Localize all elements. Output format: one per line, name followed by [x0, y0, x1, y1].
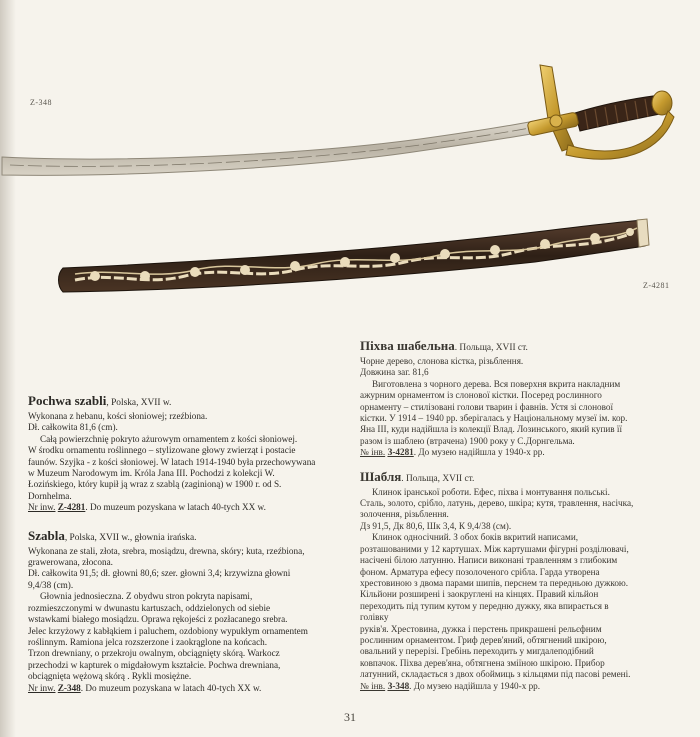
uk-saber-desc: переходить під тупим кутом у передню дужку, яка впирається в: [360, 600, 609, 611]
pl-scabbard-inv-number: Z-4281: [57, 502, 86, 513]
polish-column: [28, 393, 338, 694]
pl-scabbard-entry: [28, 393, 338, 514]
uk-saber-desc: хрестовиною з двома парами шипів, перснем та передньою дужкою.: [360, 577, 629, 588]
pl-saber-inventory: [28, 683, 338, 694]
uk-scabbard-desc: ажурним орнаментом із слонової кістки. Посеред рослинного: [360, 390, 602, 401]
pl-scabbard-desc: Łozińskiego, który kupił ją wraz z szablą (zaginioną) w 1900 r. od S.: [28, 479, 282, 490]
pl-saber-desc: Jelec krzyżowy z kabłąkiem i paluchem, ozdobiony wypukłym ornamentem: [28, 625, 308, 636]
uk-saber-desc: розташованими у 12 картушах. Між картушами фігурні розділювачі,: [360, 543, 629, 554]
pl-saber-inv-rest: . Do muzeum pozyskana w latach 40-tych XX w.: [80, 682, 262, 693]
pl-saber-desc: roślinnym. Ramiona jelca rozszerzone i zaokrąglone na końcach.: [28, 636, 268, 647]
uk-scabbard-desc: орнаменту – стилізовані голови тварин і фавнів. Устя зі слонової: [360, 401, 613, 412]
pl-saber-desc: rozmieszczonymi w dwunastu kartuszach, oddzielonych od siebie: [28, 602, 271, 613]
uk-saber-desc: рослинним орнаментом. Гриф дерев'яний, обтягнений шкірою,: [360, 634, 607, 645]
pl-saber-desc: Głownia jednosieczna. Z obydwu stron pokryta napisami,: [40, 591, 253, 602]
uk-scabbard-desc: Виготовлена з чорного дерева. Вся поверхня вкрита накладним: [372, 378, 621, 389]
saber-illustration: [0, 55, 700, 205]
pl-scabbard-desc: Całą powierzchnię pokryto ażurowym ornamentem z kości słoniowej.: [40, 433, 298, 444]
pl-scabbard-desc: w Muzeum Narodowym im. Króla Jana III. Pochodzi z kolekcji W.: [28, 468, 275, 479]
uk-scabbard-inventory: [360, 447, 678, 458]
uk-saber-inv-rest: . До музею надійшла у 1940-х рр.: [409, 680, 541, 691]
saber-label: Z-348: [30, 98, 53, 107]
pl-saber-desc: obciągnięta wężową skórą . Rykli mosiężne.: [28, 671, 192, 682]
pl-scabbard-desc: faunów. Szyjka - z kości słoniowej. W latach 1914-1940 była przechowywana: [28, 456, 316, 467]
pl-saber-inv-label: Nr inw.: [28, 682, 56, 693]
uk-saber-line: Клинок іранської роботи. Ефес, піхва і монтування польські.: [372, 486, 610, 497]
uk-scabbard-materials: Чорне дерево, слонова кістка, різьблення.: [360, 356, 524, 366]
uk-scabbard-inv-label: № інв.: [360, 447, 386, 458]
scabbard-illustration: [55, 210, 655, 300]
pl-saber-title-rest: , Polska, XVII w., głownia irańska.: [64, 532, 197, 543]
pl-saber-desc: wstawkami białego mosiądzu. Oprawa rękojeści z pozłacanego srebra.: [28, 614, 288, 625]
uk-saber-desc: голівку: [360, 612, 389, 623]
uk-scabbard-title: Піхва шабельна: [360, 338, 455, 353]
saber-crossguard: [540, 65, 574, 151]
uk-saber-desc: Клинок односічний. З обох боків вкритий написами,: [372, 532, 579, 543]
uk-saber-line: золочення, різьблення.: [360, 509, 449, 520]
pl-saber-title: Szabla: [28, 527, 65, 543]
scabbard-throat: [637, 219, 649, 247]
uk-saber-line: Дз 91,5, Дк 80,6, Шк 3,4, К 9,4/38 (см).: [360, 520, 512, 531]
uk-saber-line: Сталь, золото, срібло, латунь, дерево, шкіра; кутя, травлення, насічка,: [360, 498, 634, 509]
uk-saber-desc: ковпачок. Піхва дерев'яна, обтягнена зміїною шкірою. Прибор: [360, 657, 605, 668]
uk-scabbard-title-rest: . Польща, XVII ст.: [454, 343, 528, 353]
uk-scabbard-inv-number: З-4281: [387, 447, 414, 458]
ukrainian-column: [360, 338, 678, 692]
pl-saber-desc: przechodzi w kapturek o migdałowym kształcie. Pochwa drewniana,: [28, 659, 281, 670]
pl-saber-dims: Dł. całkowita 91,5; dł. głowni 80,6; szer. głowni 3,4; krzywizna głowni: [28, 568, 291, 579]
scabbard-label: Z-4281: [643, 281, 670, 290]
pl-scabbard-materials: Wykonana z hebanu, kości słoniowej; rzeźbiona.: [28, 411, 208, 421]
saber-grip: [575, 95, 665, 131]
uk-scabbard-inv-rest: . До музею надійшла у 1940-х рр.: [413, 447, 545, 458]
uk-saber-inventory: [360, 681, 678, 692]
uk-saber-title: Шабля: [360, 468, 402, 484]
uk-saber-desc: латунний, складається з двох обоймиць з кільцями під пасові ремені.: [360, 669, 631, 680]
uk-saber-desc: овальний у перерізі. Гребінь переходить у мигдалеподібний: [360, 646, 594, 657]
pl-saber-desc: Trzon drewniany, o przekroju owalnym, obciągnięty skórą. Warkocz: [28, 648, 280, 659]
pl-scabbard-inventory: [28, 502, 338, 513]
pl-saber-dims: 9,4/38 (cm).: [28, 579, 74, 590]
uk-saber-desc: фоном. Арматура ефесу позолоченого срібла. Гарда утворена: [360, 566, 600, 577]
scabbard-body: [59, 220, 646, 292]
pl-scabbard-inv-label: Nr inw.: [28, 502, 56, 513]
uk-scabbard-desc: кістки. У 1914 – 1940 рр. зберігалась у Національному музеї ім. кор.: [360, 413, 628, 424]
uk-saber-desc: Кільйони розширені і заокруглені на кінцях. Правий кільйон: [360, 589, 599, 600]
uk-saber-desc: рукiв'я. Хрестовина, дужка і перстень прикрашені рельєфним: [360, 623, 602, 634]
uk-scabbard-desc: Яна III, куди надійшла із колекції Влад. Лозинського, який купив її: [360, 424, 623, 435]
pl-scabbard-desc: W środku ornamentu roślinnego – stylizowane głowy zwierząt i postacie: [28, 445, 296, 456]
page-number: 31: [344, 710, 356, 724]
pl-saber-materials: Wykonana ze stali, złota, srebra, mosiądzu, drewna, skóry; kuta, rzeźbiona,: [28, 545, 305, 556]
saber-blade: [2, 119, 548, 175]
pl-scabbard-desc: Dornhelma.: [28, 490, 72, 501]
pl-saber-inv-number: Z-348: [57, 682, 81, 693]
pl-scabbard-title-rest: , Polska, XVII w.: [106, 398, 172, 408]
uk-saber-inv-label: № інв.: [360, 680, 386, 691]
uk-saber-entry: [360, 469, 678, 692]
pl-scabbard-title: Pochwa szabli: [28, 393, 107, 408]
uk-scabbard-desc: разом із шаблею (втрачена) 1900 року у С.Дорнгельма.: [360, 435, 575, 446]
uk-saber-title-rest: . Польща, XVII ст.: [401, 473, 475, 484]
pl-saber-materials: grawerowana, złocona.: [28, 557, 113, 568]
pl-scabbard-inv-rest: . Do muzeum pozyskana w latach 40-tych XX w.: [85, 502, 266, 513]
uk-scabbard-length: Довжина заг. 81,6: [360, 367, 429, 378]
pl-saber-entry: [28, 528, 338, 694]
uk-saber-desc: насічені білою латунню. Написи виконані травленням з глибоким: [360, 555, 618, 566]
pl-scabbard-length: Dł. całkowita 81,6 (cm).: [28, 422, 118, 433]
uk-saber-inv-number: З-348: [387, 680, 410, 691]
uk-scabbard-entry: [360, 338, 678, 459]
